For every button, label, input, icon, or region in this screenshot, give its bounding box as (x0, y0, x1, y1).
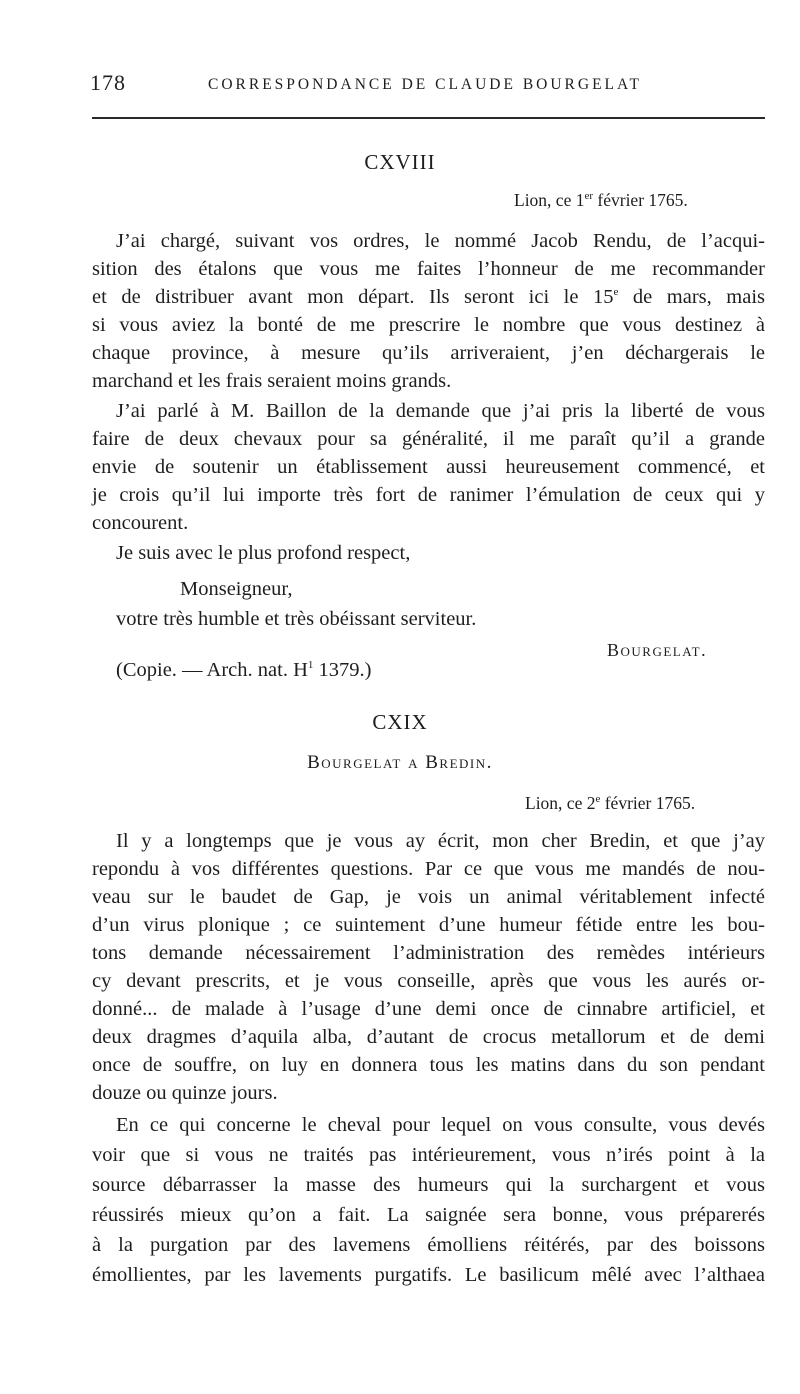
dateline-1: Lion, ce 1er février 1765. (514, 190, 688, 210)
salutation: Monseigneur, (180, 578, 293, 600)
paragraph-line: tons demande nécessairement l’administration des remèdes intérieurs (92, 942, 765, 964)
paragraph-line: faire de deux chevaux pour sa généralité, il me paraît qu’il a grande (92, 428, 765, 450)
paragraph-line: Il y a longtemps que je vous ay écrit, mon cher Bredin, et que j’ay (116, 830, 765, 852)
paragraph-line: douze ou quinze jours. (92, 1082, 278, 1104)
paragraph-line: J’ai parlé à M. Baillon de la demande que j’ai pris la liberté de vous (116, 400, 765, 422)
source-citation: (Copie. — Arch. nat. $H^1$ 1379.) (116, 659, 372, 681)
paragraph-line: réussirés mieux qu’on a fait. La saignée sera bonne, vous préparerés (92, 1204, 765, 1226)
letter-heading: Bourgelat a Bredin. (307, 752, 493, 773)
letter-number-cxix: CXIX (372, 710, 428, 734)
header-rule (92, 117, 765, 119)
paragraph-line: repondu à vos différentes questions. Par ce que vous me mandés de nou- (92, 858, 765, 880)
running-header (90, 70, 770, 104)
closing-line: Je suis avec le plus profond respect, (116, 542, 411, 564)
paragraph-line: source débarrasser la masse des humeurs qui la surchargent et vous (92, 1174, 765, 1196)
page-number: 178 (90, 70, 126, 95)
servant-line: votre très humble et très obéissant serviteur. (116, 608, 477, 630)
paragraph-line: deux dragmes d’aquila alba, d’autant de crocus metallorum et de demi (92, 1026, 765, 1048)
letter-number-cxviii: CXVIII (364, 150, 436, 174)
paragraph-line: chaque province, à mesure qu’ils arriveraient, j’en déchargerais le (92, 342, 765, 364)
paragraph-line: sition des étalons que vous me faites l’honneur de me recommander (92, 258, 765, 280)
paragraph-line: et de distribuer avant mon départ. Ils seront ici le 15e de mars, mais (92, 286, 765, 308)
paragraph-line: envie de soutenir un établissement aussi heureusement commencé, et (92, 456, 765, 478)
dateline-2: Lion, ce 2e février 1765. (525, 793, 696, 813)
running-title: CORRESPONDANCE DE CLAUDE BOURGELAT (208, 76, 642, 93)
paragraph-line: si vous aviez la bonté de me prescrire le nombre que vous destinez à (92, 314, 765, 336)
paragraph-line: J’ai chargé, suivant vos ordres, le nommé Jacob Rendu, de l’acqui- (116, 230, 765, 252)
paragraph-line: je crois qu’il lui importe très fort de ranimer l’émulation de ceux qui y (92, 484, 765, 506)
paragraph-line: En ce qui concerne le cheval pour lequel on vous consulte, vous devés (116, 1114, 765, 1136)
paragraph-line: marchand et les frais seraient moins grands. (92, 370, 452, 392)
paragraph-line: émollientes, par les lavements purgatifs. Le basilicum mêlé avec l’althaea (92, 1264, 765, 1286)
paragraph-line: veau sur le baudet de Gap, je vois un animal véritablement infecté (92, 886, 765, 908)
paragraph-line: once de souffre, on luy en donnera tous les matins dans du son pendant (92, 1054, 765, 1076)
paragraph-line: donné... de malade à l’usage d’une demi once de cinnabre artificiel, et (92, 998, 765, 1020)
paragraph-line: à la purgation par des lavemens émolliens réitérés, par des boissons (92, 1234, 765, 1256)
signature: Bourgelat. (607, 640, 708, 660)
paragraph-line: cy devant prescrits, et je vous conseille, après que vous les aurés or- (92, 970, 765, 992)
paragraph-line: concourent. (92, 512, 189, 534)
paragraph-line: voir que si vous ne traités pas intérieurement, vous n’irés point à la (92, 1144, 765, 1166)
paragraph-line: d’un virus plonique ; ce suintement d’une humeur fétide entre les bou- (92, 914, 765, 936)
